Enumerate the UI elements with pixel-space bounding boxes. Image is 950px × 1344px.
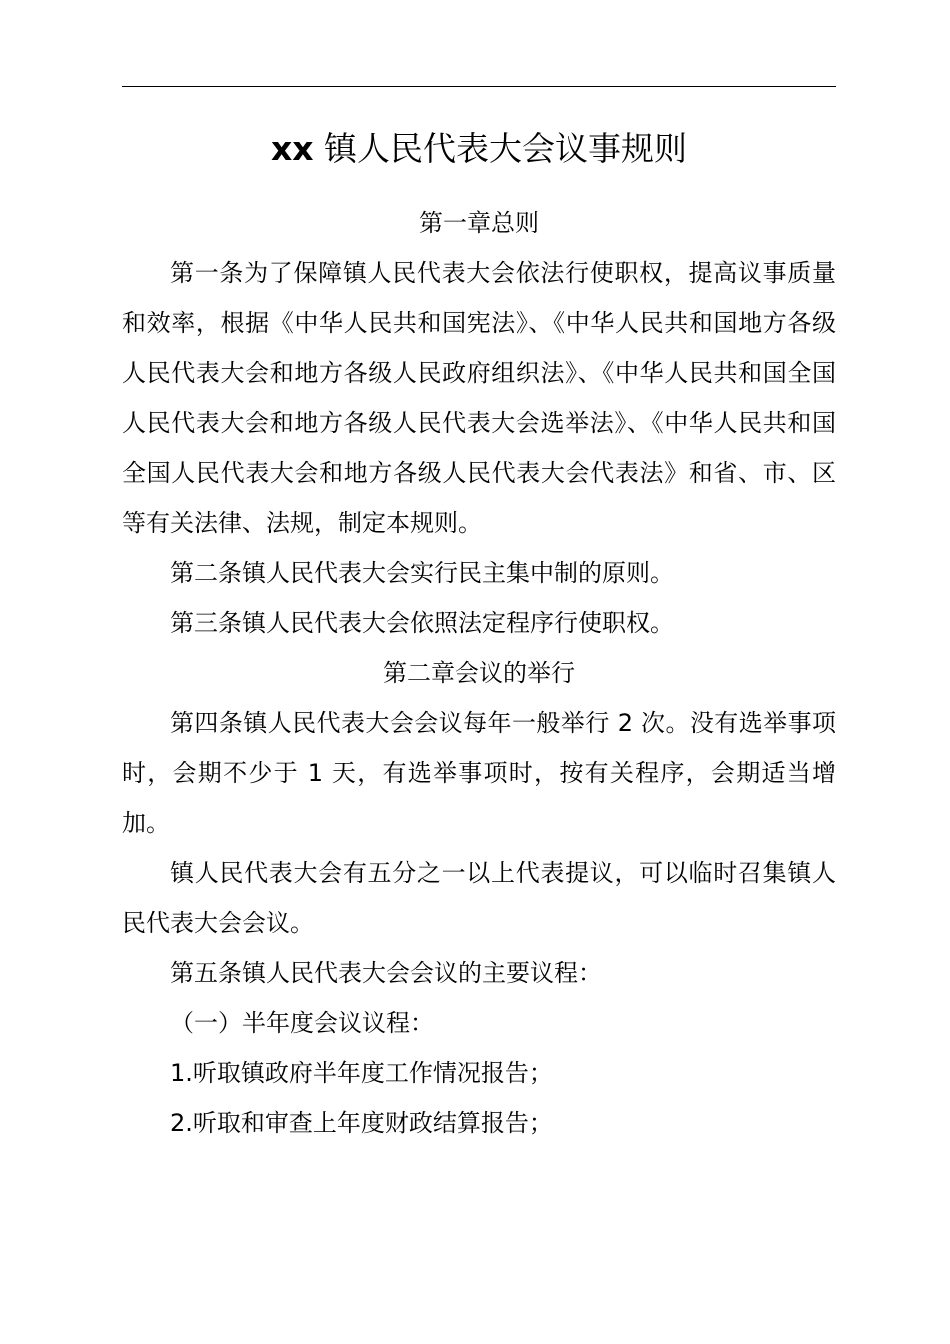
article-5-paragraph: 第五条镇人民代表大会会议的主要议程： [170,959,602,987]
article-1-paragraph: 第一条为了保障镇人民代表大会依法行使职权，提高议事质量和效率，根据《中华人民共和国宪法》、《中华人民共和国地方各级人民代表大会和地方各级人民政府组织法》、《中华人民共和国全国人民代表大会和地方各级人民代表大会选举法》、《中华人民共和国全国人民代表大会和地方各级人民代表大会代表法》和省、市、区等有关法律、法规，制定本规则。 [122,259,836,537]
title-main: 镇人民代表大会议事规则 [324,129,688,168]
agenda-item-2: 2.听取和审查上年度财政结算报告； [170,1109,553,1137]
agenda-section-half-year: （一）半年度会议议程： [170,1009,434,1037]
agenda-item-1: 1.听取镇政府半年度工作情况报告； [170,1059,553,1087]
article-2-paragraph: 第二条镇人民代表大会实行民主集中制的原则。 [170,559,674,587]
title-prefix: xx [270,129,314,168]
chapter-heading-1: 第一章总则 [419,209,539,237]
chapter-heading-2: 第二章会议的举行 [383,659,575,687]
article-4-supplement-paragraph: 镇人民代表大会有五分之一以上代表提议，可以临时召集镇人民代表大会会议。 [122,859,836,937]
article-4-paragraph: 第四条镇人民代表大会会议每年一般举行 2 次。没有选举事项时，会期不少于 1 天，有选举事项时，按有关程序，会期适当增加。 [122,709,836,837]
document-title [122,124,836,174]
header-rule [122,86,836,87]
document-body [122,198,836,1148]
article-3-paragraph: 第三条镇人民代表大会依照法定程序行使职权。 [170,609,674,637]
